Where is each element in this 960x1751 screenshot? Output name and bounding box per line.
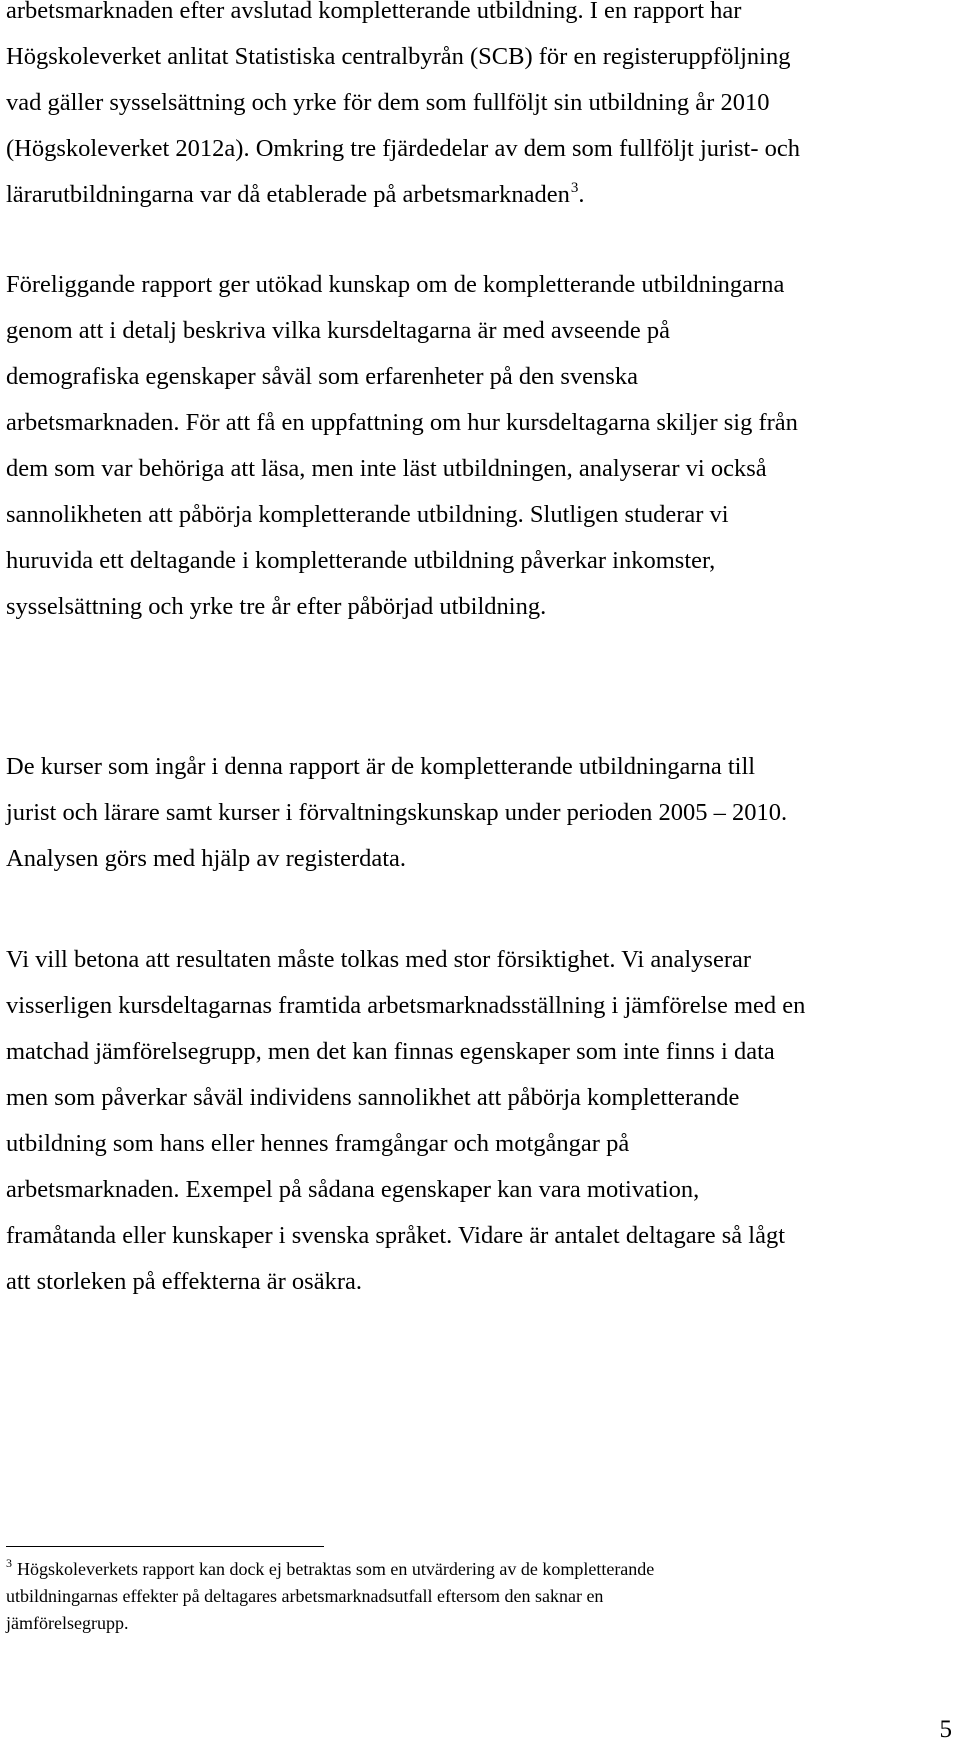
paragraph-4 xyxy=(6,937,805,1305)
paragraph-1 xyxy=(6,0,800,218)
text-line: De kurser som ingår i denna rapport är de kompletterande utbildningarna till xyxy=(6,753,756,780)
footnote-number: 3 xyxy=(6,1556,12,1570)
footnote-line: jämförelsegrupp. xyxy=(6,1613,129,1633)
text-line: demografiska egenskaper såväl som erfarenheter på den svenska xyxy=(6,363,638,390)
footnote-line xyxy=(6,1556,946,1583)
footnote-text: Högskoleverkets rapport kan dock ej betraktas som en utvärdering av de kompletterande xyxy=(17,1559,655,1579)
text-line: sysselsättning och yrke tre år efter påbörjad utbildning. xyxy=(6,593,547,620)
sentence-end: . xyxy=(578,181,585,208)
paragraph-3 xyxy=(6,744,787,882)
footnote-line: utbildningarnas effekter på deltagares arbetsmarknadsutfall eftersom den saknar en xyxy=(6,1586,604,1606)
paragraph-2 xyxy=(6,262,798,630)
text-line: matchad jämförelsegrupp, men det kan finnas egenskaper som inte finns i data xyxy=(6,1038,775,1065)
text-line: Vi vill betona att resultaten måste tolkas med stor försiktighet. Vi analyserar xyxy=(6,946,752,973)
text-line: genom att i detalj beskriva vilka kursdeltagarna är med avseende på xyxy=(6,317,670,344)
text-line: jurist och lärare samt kurser i förvaltningskunskap under perioden 2005 – 2010. xyxy=(6,799,788,826)
text-line: vad gäller sysselsättning och yrke för dem som fullföljt sin utbildning år 2010 xyxy=(6,89,770,116)
text-line: utbildning som hans eller hennes framgångar och motgångar på xyxy=(6,1130,630,1157)
text-line: sannolikheten att påbörja kompletterande utbildning. Slutligen studerar vi xyxy=(6,501,729,528)
text-line: (Högskoleverket 2012a). Omkring tre fjärdedelar av dem som fullföljt jurist- och xyxy=(6,135,800,162)
text-line: Analysen görs med hjälp av registerdata. xyxy=(6,845,407,872)
text-line: dem som var behöriga att läsa, men inte läst utbildningen, analyserar vi också xyxy=(6,455,767,482)
text-line: Högskoleverket anlitat Statistiska centralbyrån (SCB) för en registeruppföljning xyxy=(6,43,791,70)
text-line: lärarutbildningarna var då etablerade på arbetsmarknaden xyxy=(6,181,570,208)
text-line-with-footnote xyxy=(6,172,800,218)
text-line: arbetsmarknaden. För att få en uppfattning om hur kursdeltagarna skiljer sig från xyxy=(6,409,798,436)
footnote-separator xyxy=(6,1546,324,1547)
footnote xyxy=(6,1556,946,1637)
text-line: Föreliggande rapport ger utökad kunskap om de kompletterande utbildningarna xyxy=(6,271,785,298)
text-line: arbetsmarknaden. Exempel på sådana egenskaper kan vara motivation, xyxy=(6,1176,700,1203)
page-number: 5 xyxy=(939,1716,952,1743)
footnote-reference[interactable]: 3 xyxy=(570,180,579,196)
text-line: visserligen kursdeltagarnas framtida arbetsmarknadsställning i jämförelse med en xyxy=(6,992,806,1019)
text-line: men som påverkar såväl individens sannolikhet att påbörja kompletterande xyxy=(6,1084,740,1111)
text-line: framåtanda eller kunskaper i svenska språket. Vidare är antalet deltagare så lågt xyxy=(6,1222,785,1249)
text-line: arbetsmarknaden efter avslutad kompletterande utbildning. I en rapport har xyxy=(6,0,742,24)
text-line: att storleken på effekterna är osäkra. xyxy=(6,1268,362,1295)
text-line: huruvida ett deltagande i kompletterande utbildning påverkar inkomster, xyxy=(6,547,716,574)
